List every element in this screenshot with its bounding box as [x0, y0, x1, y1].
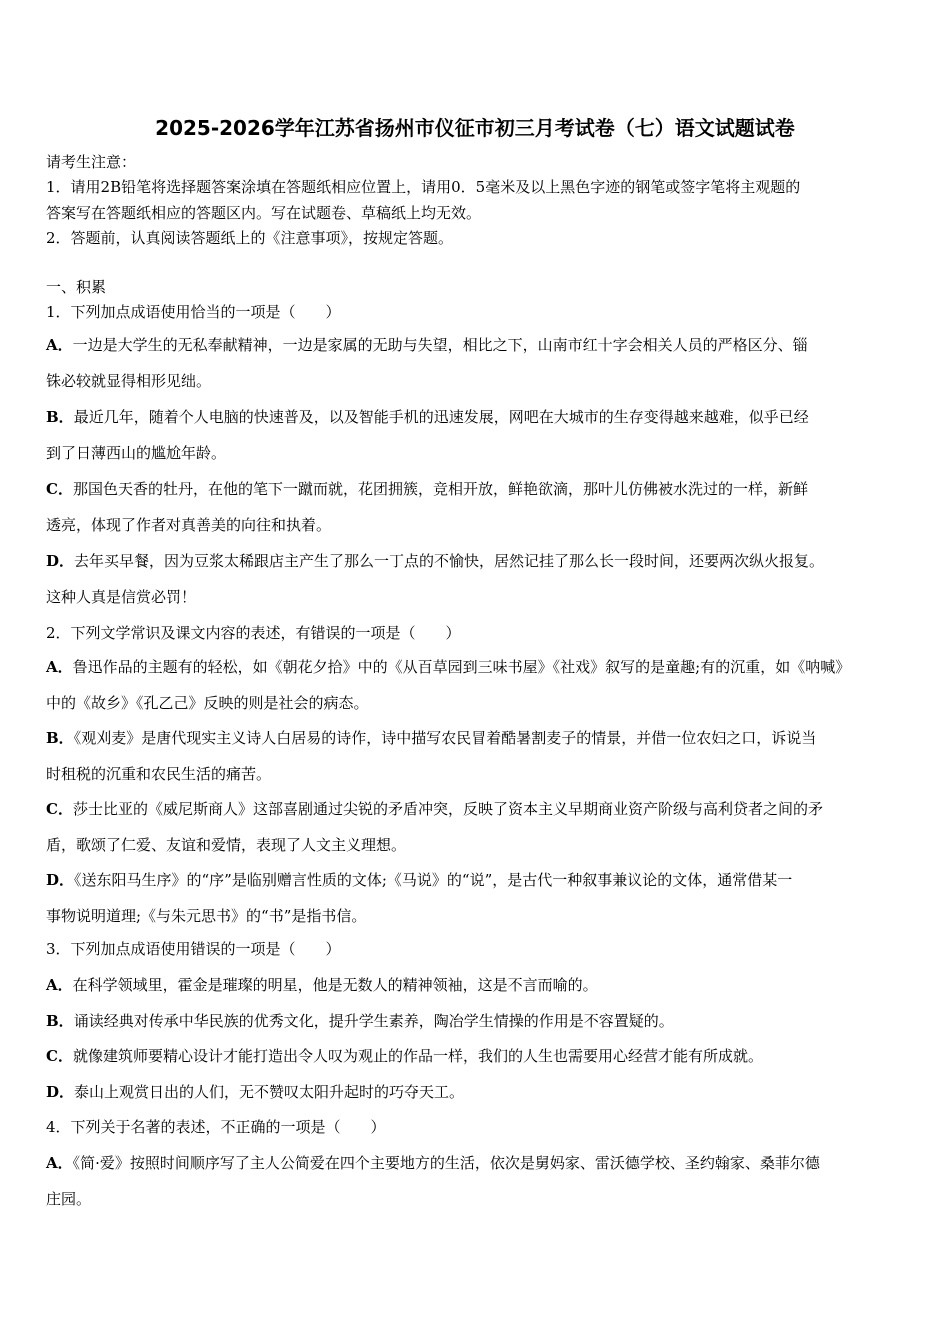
question-4-stem: 4．下列关于名著的表述，不正确的一项是（ ） — [46, 1118, 386, 1136]
notice-heading: 请考生注意： — [46, 153, 137, 171]
option-label: B． — [46, 729, 74, 747]
question-2-option-c — [46, 799, 823, 819]
question-1-stem: 1．下列加点成语使用恰当的一项是（ ） — [46, 303, 341, 321]
option-label: D． — [46, 1083, 75, 1101]
option-label: C． — [46, 480, 73, 498]
question-4-option-a-cont: 庄园。 — [46, 1190, 92, 1208]
question-1-option-b-cont: 到了日薄西山的尴尬年龄。 — [46, 444, 227, 462]
question-2-option-a — [46, 657, 850, 677]
question-3-stem: 3．下列加点成语使用错误的一项是（ ） — [46, 940, 341, 958]
option-label: A． — [46, 336, 73, 354]
option-text: 那国色天香的牡丹，在他的笔下一蹴而就，花团拥簇，竞相开放，鲜艳欲滴，那叶儿仿佛被水洗过的一样，新鲜 — [72, 480, 808, 498]
question-1-option-c-cont: 透亮，体现了作者对真善美的向往和执着。 — [46, 516, 332, 534]
option-text: 就像建筑师要精心设计才能打造出令人叹为观止的作品一样，我们的人生也需要用心经营才能有所成就。 — [72, 1047, 763, 1065]
question-2-option-d — [46, 870, 792, 890]
question-3-option-a — [46, 975, 598, 995]
option-text: 鲁迅作品的主题有的轻松，如《朝花夕拾》中的《从百草园到三味书屋》《社戏》叙写的是童趣;有的沉重，如《呐喊》 — [72, 658, 851, 676]
notice-item-2: 2．答题前，认真阅读答题纸上的《注意事项》，按规定答题。 — [46, 229, 454, 247]
option-text: 最近几年，随着个人电脑的快速普及，以及智能手机的迅速发展，网吧在大城市的生存变得越来越难，似乎已经 — [73, 408, 809, 426]
option-text: 泰山上观赏日出的人们，无不赞叹太阳升起时的巧夺天工。 — [74, 1083, 465, 1101]
question-2-stem: 2．下列文学常识及课文内容的表述，有错误的一项是（ ） — [46, 624, 461, 642]
option-text: 去年买早餐，因为豆浆太稀跟店主产生了那么一丁点的不愉快，居然记挂了那么长一段时间，还要两次纵火报复。 — [74, 552, 825, 570]
question-3-option-c — [46, 1046, 763, 1066]
option-text: 一边是大学生的无私奉献精神，一边是家属的无助与失望，相比之下，山南市红十字会相关人员的严格区分、锱 — [72, 336, 808, 354]
question-3-option-b — [46, 1011, 674, 1031]
option-label: A． — [46, 976, 73, 994]
question-1-option-c — [46, 479, 808, 499]
option-label: C． — [46, 1047, 73, 1065]
notice-item-1-line-2: 答案写在答题纸相应的答题区内。写在试题卷、草稿纸上均无效。 — [46, 204, 482, 222]
option-label: A． — [46, 658, 73, 676]
question-3-option-d — [46, 1082, 464, 1102]
question-2-option-b — [46, 728, 816, 748]
question-1-option-d-cont: 这种人真是信赏必罚！ — [46, 588, 197, 606]
option-label: C． — [46, 800, 73, 818]
question-2-option-a-cont: 中的《故乡》《孔乙己》反映的则是社会的病态。 — [46, 694, 369, 712]
section-heading: 一、积累 — [46, 278, 107, 296]
option-text: 《简·爱》按照时间顺序写了主人公简爱在四个主要地方的生活，依次是舅妈家、雷沃德学校、圣约翰家、桑菲尔德 — [72, 1154, 820, 1172]
option-label: B． — [46, 1012, 74, 1030]
question-2-option-c-cont: 盾，歌颂了仁爱、友谊和爱情，表现了人文主义理想。 — [46, 836, 407, 854]
question-2-option-d-cont: 事物说明道理;《与朱元思书》的“书”是指书信。 — [46, 907, 367, 925]
question-4-option-a — [46, 1153, 820, 1173]
option-label: D． — [46, 871, 75, 889]
question-2-option-b-cont: 时租税的沉重和农民生活的痛苦。 — [46, 765, 272, 783]
option-label: B． — [46, 408, 74, 426]
question-1-option-a-cont: 铢必较就显得相形见绌。 — [46, 372, 212, 390]
option-text: 《送东阳马生序》的“序”是临别赠言性质的文体;《马说》的“说”，是古代一种叙事兼议论的文体，通常借某一 — [74, 871, 793, 889]
option-text: 在科学领域里，霍金是璀璨的明星，他是无数人的精神领袖，这是不言而喻的。 — [72, 976, 598, 994]
question-1-option-a — [46, 335, 808, 355]
option-label: A． — [46, 1154, 73, 1172]
notice-item-1-line-1: 1．请用2B铅笔将选择题答案涂填在答题纸相应位置上，请用0．5毫米及以上黑色字迹的钢笔或签字笔将主观题的 — [46, 178, 801, 196]
option-text: 《观刈麦》是唐代现实主义诗人白居易的诗作，诗中描写农民冒着酷暑割麦子的情景，并借一位农妇之口，诉说当 — [73, 729, 817, 747]
question-1-option-b — [46, 407, 809, 427]
option-text: 诵读经典对传承中华民族的优秀文化，提升学生素养，陶冶学生情操的作用是不容置疑的。 — [73, 1012, 674, 1030]
page-title: 2025-2026学年江苏省扬州市仪征市初三月考试卷（七）语文试题试卷 — [155, 116, 795, 140]
option-text: 莎士比亚的《威尼斯商人》这部喜剧通过尖锐的矛盾冲突，反映了资本主义早期商业资产阶级与高利贷者之间的矛 — [72, 800, 823, 818]
question-1-option-d — [46, 551, 824, 571]
option-label: D． — [46, 552, 75, 570]
